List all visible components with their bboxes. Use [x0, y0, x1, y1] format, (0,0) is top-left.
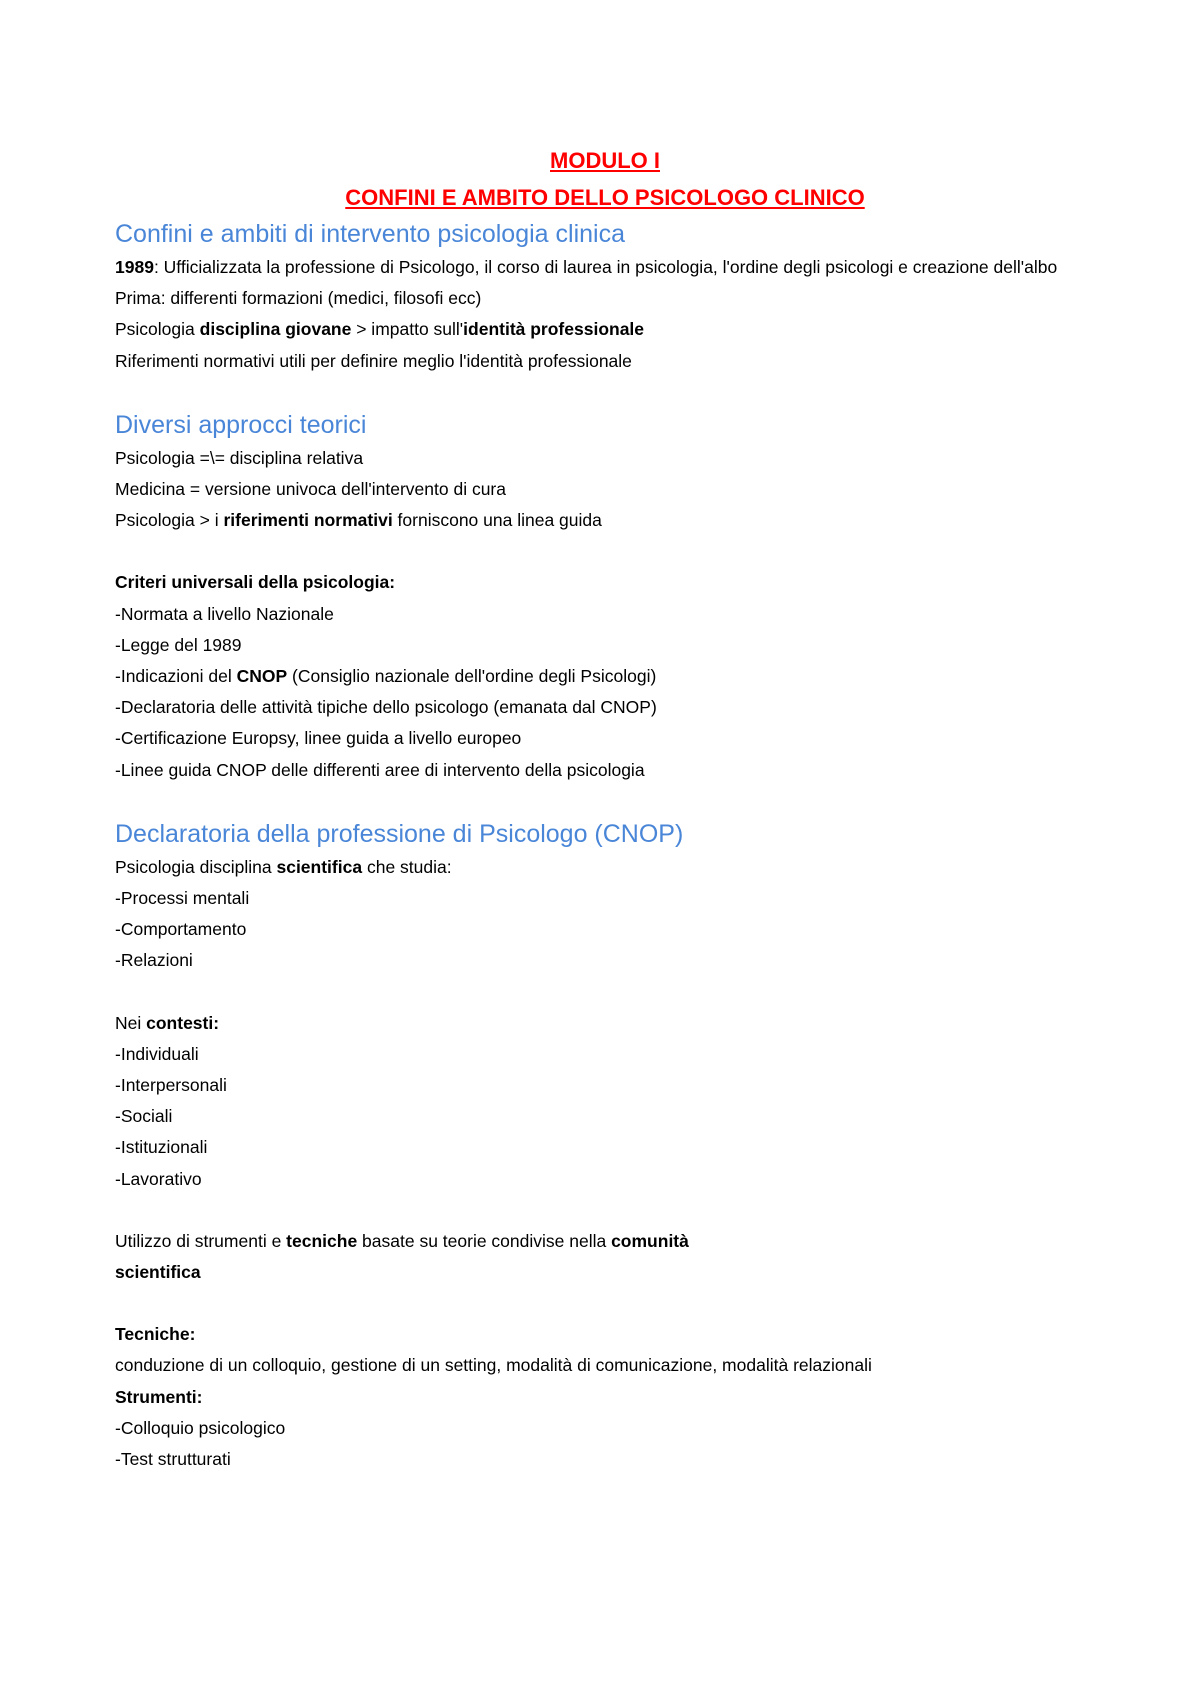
spacer	[115, 377, 1095, 407]
contesti-label: Nei contesti:	[115, 1012, 220, 1033]
spacer	[115, 786, 1095, 816]
list-item: -Comportamento	[115, 919, 247, 940]
spacer	[115, 1195, 1095, 1226]
list-item: -Interpersonali	[115, 1075, 227, 1096]
paragraph-scientifica: Psicologia disciplina scientifica che studia:	[115, 856, 452, 877]
list-item: -Individuali	[115, 1043, 199, 1064]
paragraph-prima: Prima: differenti formazioni (medici, filosofi ecc)	[115, 288, 482, 309]
list-item: -Certificazione Europsy, linee guida a livello europeo	[115, 728, 522, 749]
paragraph-riferimenti: Riferimenti normativi utili per definire meglio l'identità professionale	[115, 350, 632, 371]
tecniche-label: Tecniche:	[115, 1324, 196, 1345]
module-title: MODULO I	[550, 148, 660, 173]
document-content	[115, 142, 1095, 1475]
spacer	[115, 977, 1095, 1008]
paragraph-psicologia-relativa: Psicologia =\= disciplina relativa	[115, 447, 364, 468]
spacer	[115, 536, 1095, 567]
list-item: -Colloquio psicologico	[115, 1417, 286, 1438]
criteri-label: Criteri universali della psicologia:	[115, 572, 396, 593]
list-item: -Relazioni	[115, 950, 193, 971]
list-item: -Istituzionali	[115, 1137, 208, 1158]
module-subtitle: CONFINI E AMBITO DELLO PSICOLOGO CLINICO	[345, 185, 865, 210]
bold-year: 1989	[115, 257, 154, 277]
list-item: -Lavorativo	[115, 1168, 202, 1189]
paragraph-utilizzo-cont: scientifica	[115, 1262, 201, 1283]
list-item: -Processi mentali	[115, 888, 250, 909]
paragraph-utilizzo: Utilizzo di strumenti e tecniche basate su teorie condivise nella comunità	[115, 1230, 689, 1251]
list-item: -Sociali	[115, 1106, 173, 1127]
paragraph-tecniche: conduzione di un colloquio, gestione di un setting, modalità di comunicazione, modalità relazionali	[115, 1355, 872, 1376]
list-item: -Test strutturati	[115, 1449, 231, 1470]
paragraph-riferimenti-normativi: Psicologia > i riferimenti normativi forniscono una linea guida	[115, 510, 602, 531]
list-item: -Linee guida CNOP delle differenti aree di intervento della psicologia	[115, 759, 645, 780]
paragraph-medicina: Medicina = versione univoca dell'intervento di cura	[115, 479, 506, 500]
strumenti-label: Strumenti:	[115, 1386, 203, 1407]
list-item: -Indicazioni del CNOP (Consiglio nazionale dell'ordine degli Psicologi)	[115, 666, 657, 687]
section-heading-confini: Confini e ambiti di intervento psicologia clinica	[115, 220, 625, 248]
list-item: -Normata a livello Nazionale	[115, 603, 334, 624]
list-item: -Declaratoria delle attività tipiche dello psicologo (emanata dal CNOP)	[115, 697, 657, 718]
spacer	[115, 1288, 1095, 1319]
list-item: -Legge del 1989	[115, 634, 242, 655]
paragraph-1989: 1989: Ufficializzata la professione di Psicologo, il corso di laurea in psicologia, l'ordine degli psicologi e creazione dell'albo	[115, 257, 1058, 277]
section-heading-declaratoria: Declaratoria della professione di Psicologo (CNOP)	[115, 819, 684, 848]
section-heading-approcci: Diversi approcci teorici	[115, 410, 367, 439]
paragraph-disciplina-giovane: Psicologia disciplina giovane > impatto sull'identità professionale	[115, 319, 645, 340]
